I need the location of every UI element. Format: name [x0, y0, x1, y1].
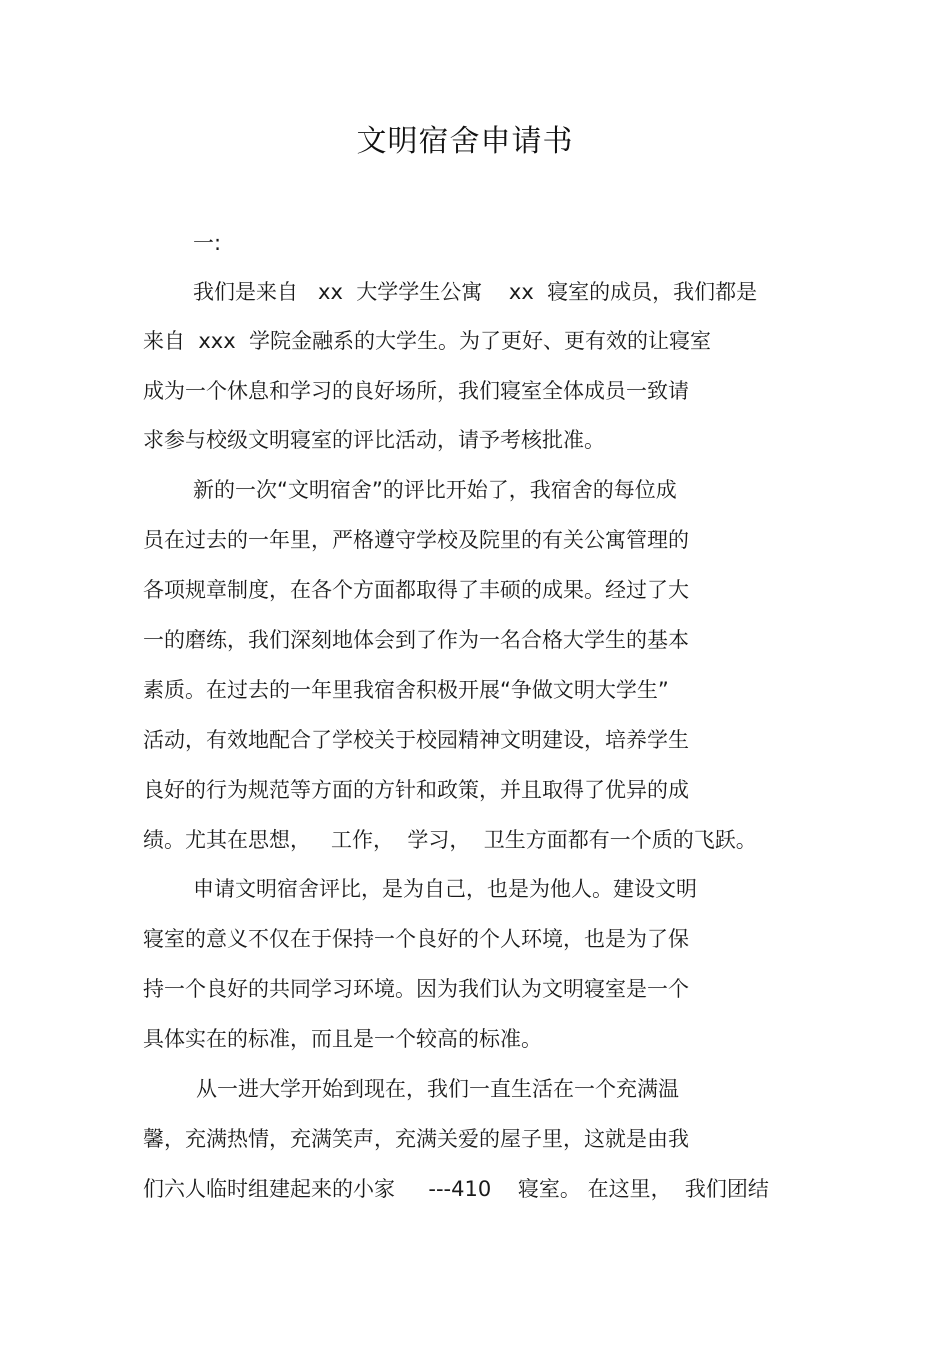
text-line: 素质。在过去的一年里我宿舍积极开展“争做文明大学生”	[143, 678, 669, 702]
text-line: 寝室的意义不仅在于保持一个良好的个人环境，也是为了保	[143, 927, 689, 951]
text-line: 我们是来自 xx 大学学生公寓 xx 寝室的成员，我们都是	[193, 280, 758, 304]
text-line-section-marker: 一:	[193, 231, 222, 255]
text-line: 具体实在的标准，而且是一个较高的标准。	[143, 1027, 542, 1051]
text-line: 求参与校级文明寝室的评比活动，请予考核批准。	[143, 428, 605, 452]
text-line: 申请文明宿舍评比，是为自己，也是为他人。建设文明	[193, 877, 697, 901]
text-line: 良好的行为规范等方面的方针和政策，并且取得了优异的成	[143, 778, 689, 802]
text-line: 成为一个休息和学习的良好场所，我们寝室全体成员一致请	[143, 379, 689, 403]
text-line: 活动，有效地配合了学校关于校园精神文明建设，培养学生	[143, 728, 689, 752]
text-line: 持一个良好的共同学习环境。因为我们认为文明寝室是一个	[143, 977, 689, 1001]
text-line: 各项规章制度，在各个方面都取得了丰硕的成果。经过了大	[143, 578, 689, 602]
text-line: 一的磨练，我们深刻地体会到了作为一名合格大学生的基本	[143, 628, 689, 652]
text-line: 员在过去的一年里，严格遵守学校及院里的有关公寓管理的	[143, 528, 689, 552]
text-line: 新的一次“文明宿舍”的评比开始了，我宿舍的每位成	[193, 478, 677, 502]
text-line: 来自 xxx 学院金融系的大学生。为了更好、更有效的让寝室	[143, 329, 711, 353]
text-line: 绩。尤其在思想， 工作， 学习， 卫生方面都有一个质的飞跃。	[143, 828, 757, 852]
text-line: 馨，充满热情，充满笑声，充满关爱的屋子里，这就是由我	[143, 1127, 689, 1151]
document-title: 文明宿舍申请书	[356, 124, 574, 159]
text-line: 们六人临时组建起来的小家 ---410 寝室。 在这里， 我们团结	[143, 1177, 769, 1201]
text-line: 从一进大学开始到现在，我们一直生活在一个充满温	[196, 1077, 679, 1101]
